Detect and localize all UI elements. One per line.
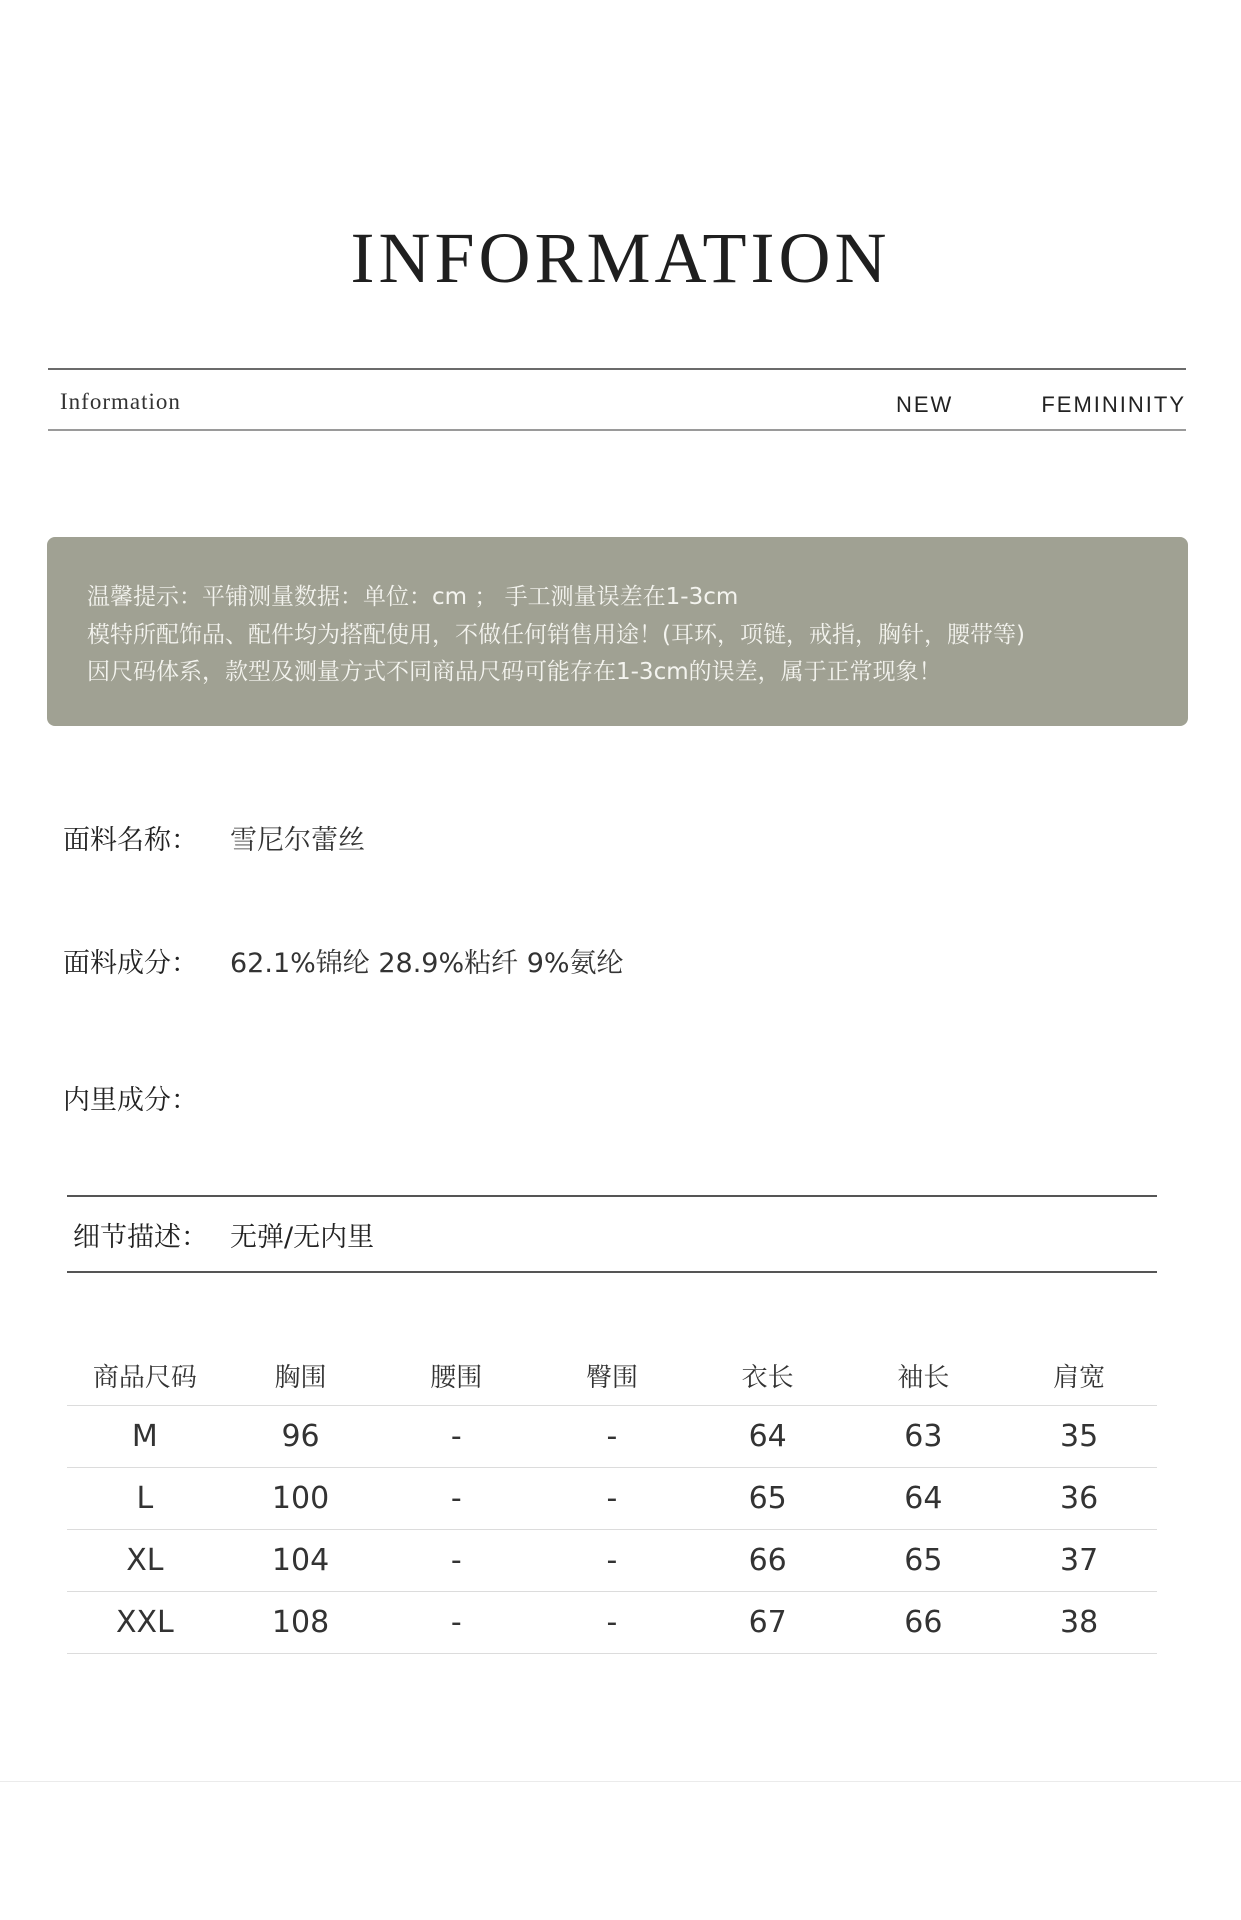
- table-cell: 64: [690, 1406, 846, 1468]
- table-cell: -: [378, 1592, 534, 1654]
- detail-label: 细节描述：: [73, 1222, 208, 1253]
- detail-row: [73, 1215, 374, 1254]
- header-shoulder: 肩宽: [1001, 1345, 1157, 1406]
- table-cell: 96: [223, 1406, 379, 1468]
- fabric-name-value: 雪尼尔蕾丝: [230, 825, 365, 856]
- page-title: INFORMATION: [350, 218, 891, 298]
- header-sleeve: 袖长: [846, 1345, 1002, 1406]
- table-row: [67, 1468, 1157, 1530]
- table-cell: 100: [223, 1468, 379, 1530]
- header-hip: 臀围: [534, 1345, 690, 1406]
- fabric-name-label: 面料名称：: [63, 825, 198, 856]
- notice-line: 因尺码体系，款型及测量方式不同商品尺码可能存在1-3cm的误差，属于正常现象！: [87, 659, 942, 685]
- band-label-information: Information: [60, 389, 181, 414]
- fabric-composition-label: 面料成分：: [63, 948, 198, 979]
- header-bust: 胸围: [223, 1345, 379, 1406]
- table-cell: -: [534, 1530, 690, 1592]
- lining-row: [63, 1078, 230, 1117]
- table-cell: 38: [1001, 1592, 1157, 1654]
- notice-line: 模特所配饰品、配件均为搭配使用，不做任何销售用途！(耳环，项链，戒指，胸针，腰带等): [87, 621, 1025, 648]
- table-cell: -: [378, 1468, 534, 1530]
- band-top-divider: [48, 368, 1186, 370]
- notice-line: 温馨提示：平铺测量数据：单位：cm ； 手工测量误差在1-3cm: [87, 584, 739, 610]
- header-length: 衣长: [690, 1345, 846, 1406]
- table-cell: 108: [223, 1592, 379, 1654]
- table-cell: M: [67, 1406, 223, 1468]
- table-cell: 63: [846, 1406, 1002, 1468]
- table-row: [67, 1530, 1157, 1592]
- lining-label: 内里成分：: [63, 1085, 198, 1116]
- table-cell: L: [67, 1468, 223, 1530]
- detail-bottom-divider: [67, 1271, 1157, 1273]
- size-table-header: [67, 1345, 1157, 1406]
- table-cell: 104: [223, 1530, 379, 1592]
- table-cell: 66: [690, 1530, 846, 1592]
- table-cell: -: [378, 1530, 534, 1592]
- table-cell: 64: [846, 1468, 1002, 1530]
- table-cell: -: [534, 1468, 690, 1530]
- notice-box: [47, 537, 1188, 726]
- table-cell: -: [534, 1592, 690, 1654]
- band-bottom-divider: [48, 429, 1186, 431]
- table-cell: 67: [690, 1592, 846, 1654]
- table-cell: 65: [846, 1530, 1002, 1592]
- table-cell: 66: [846, 1592, 1002, 1654]
- table-row: [67, 1406, 1157, 1468]
- detail-value: 无弹/无内里: [230, 1222, 375, 1253]
- fabric-composition-value: 62.1%锦纶 28.9%粘纤 9%氨纶: [230, 948, 624, 979]
- band-label-femininity: FEMININITY: [1041, 392, 1186, 417]
- detail-top-divider: [67, 1195, 1157, 1197]
- table-cell: 37: [1001, 1530, 1157, 1592]
- size-table: [67, 1345, 1157, 1654]
- table-cell: 35: [1001, 1406, 1157, 1468]
- table-cell: 36: [1001, 1468, 1157, 1530]
- header-waist: 腰围: [378, 1345, 534, 1406]
- table-cell: 65: [690, 1468, 846, 1530]
- header-size: 商品尺码: [67, 1345, 223, 1406]
- fabric-composition-row: [63, 941, 624, 980]
- table-cell: XXL: [67, 1592, 223, 1654]
- table-row: [67, 1592, 1157, 1654]
- table-cell: -: [378, 1406, 534, 1468]
- table-cell: -: [534, 1406, 690, 1468]
- table-cell: XL: [67, 1530, 223, 1592]
- footer-divider: [0, 1781, 1241, 1782]
- fabric-name-row: [63, 818, 365, 857]
- band-label-new: NEW: [896, 392, 954, 417]
